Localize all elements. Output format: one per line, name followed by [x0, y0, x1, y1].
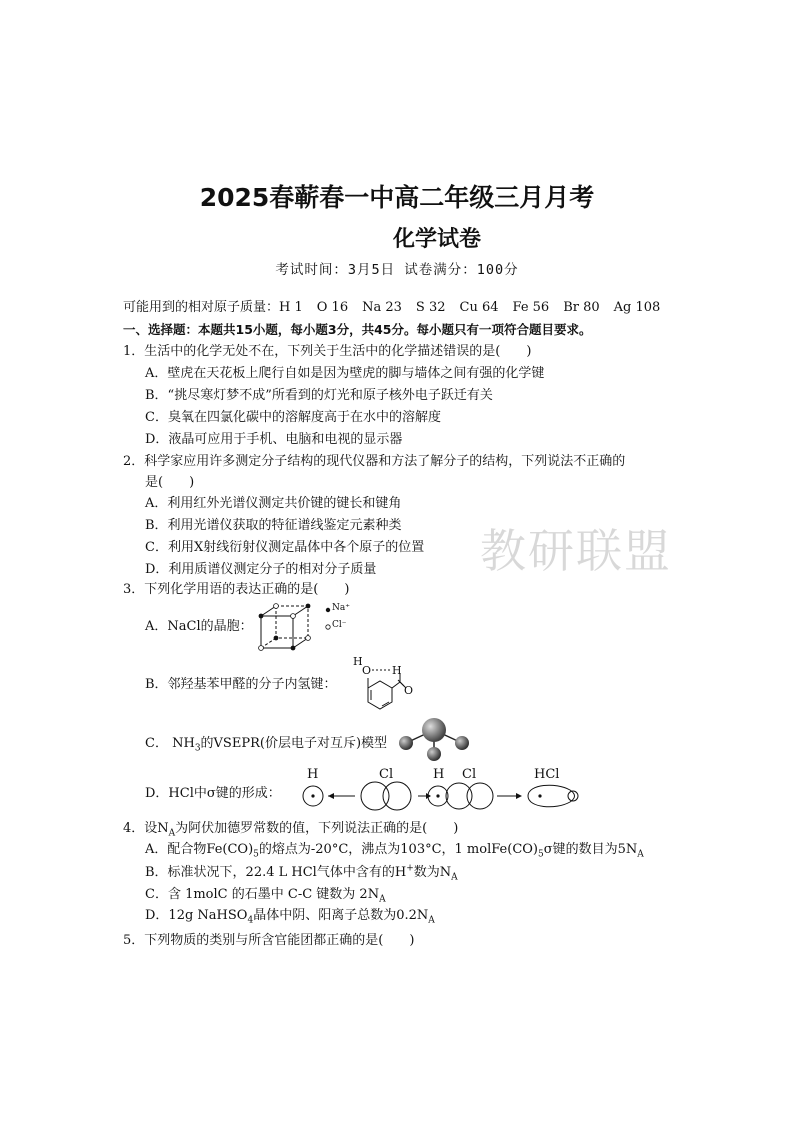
q3-option-a: A．NaCl的晶胞：	[145, 619, 253, 634]
atomic-mass-item: S 32	[415, 300, 446, 315]
q4-c-sub: A	[379, 894, 386, 905]
q2-stem: 2．科学家应用许多测定分子结构的现代仪器和方法了解分子的结构，下列说法不正确的	[123, 454, 626, 469]
q4-stem-pre: 4．设N	[123, 821, 169, 836]
atomic-mass-item: Fe 56	[512, 300, 550, 315]
q5-stem: 5．下列物质的类别与所含官能团都正确的是( )	[123, 933, 415, 948]
q4-a-sub: 5	[538, 849, 544, 860]
atomic-masses	[123, 300, 674, 316]
label-o2: O	[404, 684, 414, 697]
q3-c-formula: NH	[172, 736, 195, 751]
exam-title: 2025春蕲春一中高二年级三月月考	[199, 183, 595, 212]
q4-a-sub: A	[637, 849, 644, 860]
atomic-masses-label: 可能用到的相对原子质量：	[123, 300, 280, 315]
q4-a-formula: Fe(CO)	[491, 842, 539, 857]
atomic-mass-item: H 1	[279, 300, 303, 315]
q4-c-part: C．含 1molC 的石墨中 C-C 键数为 2N	[145, 887, 380, 902]
q4-b-sub: A	[451, 872, 458, 883]
q2-option-a: A．利用红外光谱仪测定共价键的键长和键角	[145, 496, 402, 511]
q2-option-d: D．利用质谱仪测定分子的相对分子质量	[145, 562, 377, 577]
q4-d-part: 晶体中阴、阳离子总数为0.2N	[253, 908, 429, 923]
q4-option-d	[145, 908, 435, 924]
q3-option-b: B．邻羟基苯甲醛的分子内氢键：	[145, 677, 337, 692]
q4-b-part: 数为N	[413, 865, 452, 880]
q4-a-formula: Fe(CO)	[206, 842, 254, 857]
q4-b-part: B．标准状况下，22.4 L HCl气体中含有的H	[145, 865, 407, 880]
nh3-vsepr-model	[396, 716, 474, 764]
q3-c-sub: 3	[194, 743, 201, 754]
q3-option-d: D．HCl中σ键的形成：	[145, 786, 281, 801]
label-h-atom: H	[307, 767, 319, 782]
legend-na: Na⁺	[332, 603, 350, 613]
legend-cl: Cl⁻	[332, 620, 347, 630]
q3-c-prefix: C．	[145, 736, 168, 751]
q4-b-sup: +	[406, 863, 414, 874]
q4-option-b	[145, 865, 458, 881]
q4-a-sub: 5	[253, 849, 259, 860]
q1-option-b: B．“挑尽寒灯梦不成”所看到的灯光和原子核外电子跃迁有关	[145, 388, 493, 403]
atomic-mass-item: Na 23	[362, 300, 402, 315]
label-h2: H	[392, 664, 402, 677]
q4-a-part: 的熔点为-20°C，沸点为103°C，1 mol	[258, 842, 492, 857]
q1-option-c: C．臭氧在四氯化碳中的溶解度高于在水中的溶解度	[145, 410, 441, 425]
q4-a-part: σ键的数目为5N	[543, 842, 638, 857]
hcl-sigma-bond-figure	[300, 780, 590, 814]
label-h1: H	[353, 655, 363, 668]
q4-option-a	[145, 842, 644, 858]
q4-stem-post: 为阿伏加德罗常数的值，下列说法正确的是( )	[175, 821, 459, 836]
q4-d-sub: 4	[247, 915, 254, 926]
q3-c-text: 的VSEPR(价层电子对互斥)模型	[200, 736, 388, 751]
q2-option-c: C．利用X射线衍射仪测定晶体中各个原子的位置	[145, 540, 425, 555]
q4-a-part: A．配合物	[145, 842, 207, 857]
exam-info: 考试时间：3月5日 试卷满分：100分	[275, 262, 519, 278]
q4-d-part: D．12g NaHSO	[145, 908, 248, 923]
atomic-mass-item: O 16	[316, 300, 349, 315]
label-h-atom-2: H	[433, 767, 445, 782]
watermark: 教研联盟	[480, 524, 672, 578]
label-hcl: HCl	[534, 767, 560, 782]
q1-option-a: A．壁虎在天花板上爬行自如是因为壁虎的脚与墙体之间有强的化学键	[145, 366, 545, 381]
q4-stem-sub: A	[168, 828, 176, 839]
q4-stem	[123, 821, 458, 837]
section-heading: 一、选择题：本题共15小题，每小题3分，共45分。每小题只有一项符合题目要求。	[123, 322, 592, 337]
exam-subtitle: 化学试卷	[392, 227, 481, 252]
atomic-mass-item: Ag 108	[613, 300, 661, 315]
q1-option-d: D．液晶可应用于手机、电脑和电视的显示器	[145, 432, 403, 447]
label-cl-atom: Cl	[379, 767, 394, 782]
q4-option-c	[145, 887, 386, 903]
q4-d-sub: A	[428, 915, 435, 926]
label-cl-atom-2: Cl	[462, 767, 477, 782]
q2-option-b: B．利用光谱仪获取的特征谱线鉴定元素种类	[145, 518, 402, 533]
q2-stem-cont: 是( )	[145, 475, 195, 490]
label-o1: O	[362, 664, 372, 677]
atomic-mass-item: Br 80	[563, 300, 600, 315]
q3-stem: 3．下列化学用语的表达正确的是( )	[123, 582, 350, 597]
q1-stem: 1．生活中的化学无处不在，下列关于生活中的化学描述错误的是( )	[123, 344, 532, 359]
atomic-mass-item: Cu 64	[459, 300, 499, 315]
q3-option-c	[145, 736, 387, 752]
